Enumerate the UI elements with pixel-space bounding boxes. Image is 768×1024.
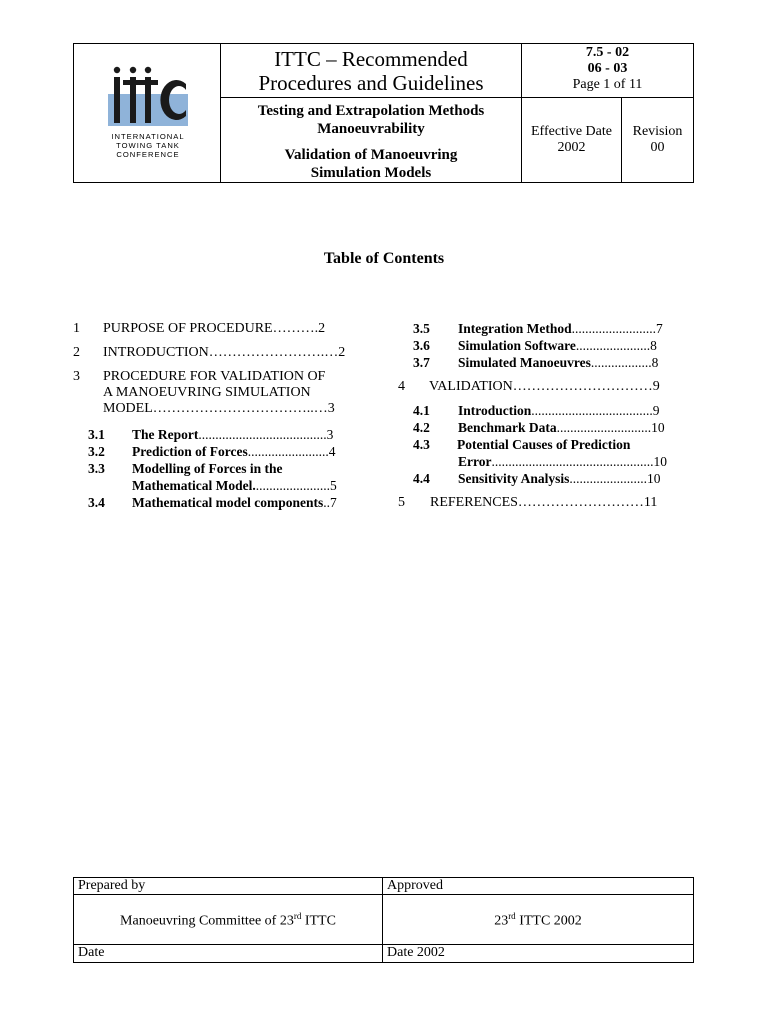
- toc-entry-text: VALIDATION…………………………9: [429, 379, 660, 394]
- prepared-by-value: [74, 895, 383, 945]
- prepared-by-text-end: ITTC: [301, 913, 336, 929]
- toc-entry-number: 3: [73, 369, 80, 384]
- toc-entry-text: REFERENCES………………………11: [430, 495, 658, 510]
- toc-entry-text: A MANOEUVRING SIMULATION: [103, 385, 311, 400]
- subtitle-line3: Validation of Manoeuvring: [284, 147, 458, 163]
- toc-leader-dots: ..: [323, 495, 330, 510]
- approved-text: 23: [494, 913, 509, 929]
- toc-entry-text: Modelling of Forces in the: [132, 461, 283, 476]
- approved-value: [383, 895, 693, 945]
- logo-text-line1: INTERNATIONAL: [111, 132, 185, 141]
- date-label-left: Date: [74, 945, 383, 962]
- toc-page-number: 8: [651, 355, 659, 370]
- ittc-logo: [104, 66, 192, 159]
- toc-entry-number: 4: [398, 379, 405, 394]
- toc-entry-text: INTRODUCTION…………………….…2: [103, 345, 346, 360]
- toc-page-number: 10: [651, 420, 665, 435]
- logo-text-line3: CONFERENCE: [116, 150, 180, 159]
- toc-entry-number: 3.6: [413, 338, 430, 353]
- toc-entry-number: 3.4: [88, 495, 105, 510]
- logo-text-line2: TOWING TANK: [116, 141, 180, 150]
- toc-leader-dots: ............................: [556, 420, 652, 435]
- toc-entry-text: Benchmark Data: [458, 420, 557, 435]
- prepared-by-label: Prepared by: [74, 878, 383, 895]
- toc-leader-dots: ......................: [575, 338, 651, 353]
- toc-title: Table of Contents: [323, 250, 445, 267]
- toc-entry-number: 4.1: [413, 403, 430, 418]
- subtitle-cell: [221, 98, 522, 182]
- procedure-number-line2: 06 - 03: [587, 61, 628, 76]
- toc-entry-text: PURPOSE OF PROCEDURE……….2: [103, 321, 326, 336]
- effective-date-cell: [522, 98, 622, 182]
- title-line2: Procedures and Guidelines: [258, 71, 484, 95]
- title-cell: [221, 44, 522, 98]
- toc-page-number: 5: [329, 478, 337, 493]
- toc-leader-dots: ................................................: [491, 454, 654, 469]
- effective-date-label: Effective Date: [531, 124, 612, 139]
- toc-leader-dots: ......................................: [198, 427, 327, 442]
- header-table: [73, 43, 694, 183]
- ittc-letters-icon: [108, 66, 188, 126]
- subtitle-line1: Testing and Extrapolation Methods: [257, 103, 485, 119]
- toc-entry-text: Potential Causes of Prediction: [457, 437, 631, 452]
- toc-leader-dots: .......................: [569, 471, 648, 486]
- toc-page-number: 7: [329, 495, 337, 510]
- procedure-number-line1: 7.5 - 02: [585, 45, 630, 60]
- toc-page-number: 4: [328, 444, 336, 459]
- toc-page-number: 8: [650, 338, 657, 353]
- toc-entry-number: 4.3: [413, 437, 430, 452]
- revision-cell: [622, 98, 693, 182]
- toc-entry-text: The Report: [132, 427, 199, 442]
- toc-entry-number: 5: [398, 495, 405, 510]
- toc-entry-text: Prediction of Forces: [132, 444, 248, 459]
- approval-table: [73, 877, 694, 963]
- toc-entry-number: 4.4: [413, 471, 430, 486]
- page-info: Page 1 of 11: [572, 77, 643, 92]
- toc-entry-number: 1: [73, 321, 80, 336]
- logo-cell: [74, 44, 221, 182]
- toc-entry-number: 3.5: [413, 321, 430, 336]
- title-line1: ITTC – Recommended: [274, 47, 468, 71]
- toc-leader-dots: ....................................: [531, 403, 653, 418]
- toc-entry-number: 3.7: [413, 355, 430, 370]
- toc-leader-dots: ......................: [255, 478, 330, 493]
- prepared-by-sup: rd: [293, 911, 302, 921]
- toc-leader-dots: ........................: [247, 444, 329, 459]
- subtitle-line2: Manoeuvrability: [317, 121, 425, 137]
- toc-entry-number: 3.3: [88, 461, 105, 476]
- toc-entry-text: Error: [458, 454, 492, 469]
- toc-entry-text: MODEL……………………………..…3: [103, 401, 335, 416]
- toc-leader-dots: .........................: [571, 321, 656, 336]
- toc-entry-text: Simulation Software: [458, 338, 576, 353]
- toc-entry-number: 3.2: [88, 444, 105, 459]
- toc-entry-number: 4.2: [413, 420, 430, 435]
- revision-value: 00: [650, 140, 665, 155]
- toc-entry-text: PROCEDURE FOR VALIDATION OF: [103, 369, 326, 384]
- toc-entry-text: Sensitivity Analysis: [458, 471, 570, 486]
- toc-entry-text: Simulated Manoeuvres: [458, 355, 591, 370]
- toc-page-number: 10: [653, 454, 667, 469]
- toc-leader-dots: ..................: [590, 355, 652, 370]
- revision-label: Revision: [632, 124, 683, 139]
- toc-entry-text: Mathematical Model.: [132, 478, 256, 493]
- approved-text-end: ITTC 2002: [515, 913, 582, 929]
- procedure-number-cell: [522, 44, 693, 98]
- toc-entry-text: Mathematical model components: [132, 495, 324, 510]
- toc-page-number: 3: [326, 427, 334, 442]
- subtitle-line4: Simulation Models: [310, 165, 432, 181]
- toc-entry-number: 2: [73, 345, 80, 360]
- date-label-right: Date 2002: [387, 945, 445, 960]
- toc-entry-text: Introduction: [458, 403, 532, 418]
- prepared-by-text: Manoeuvring Committee of 23: [120, 913, 294, 929]
- ittc-logo-mark: [108, 66, 188, 126]
- toc-page-number: 10: [647, 471, 661, 486]
- toc-page-number: 9: [652, 403, 660, 418]
- toc-entry-text: Integration Method: [458, 321, 572, 336]
- approved-label: Approved: [383, 878, 693, 895]
- toc-entry-number: 3.1: [88, 427, 105, 442]
- toc-page-number: 7: [656, 321, 663, 336]
- approved-sup: rd: [508, 911, 516, 921]
- effective-date-value: 2002: [557, 140, 586, 155]
